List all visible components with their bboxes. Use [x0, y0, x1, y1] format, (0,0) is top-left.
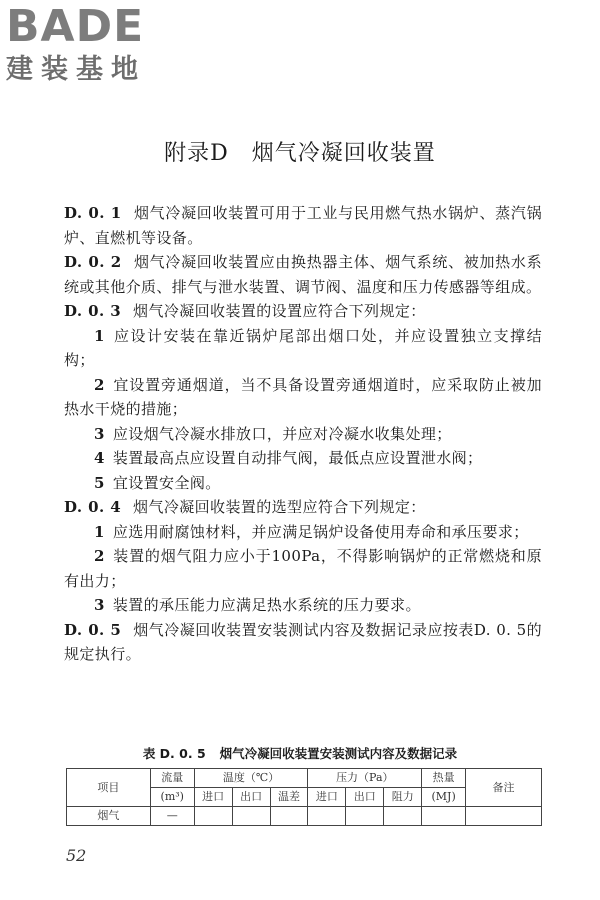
header-pressure-outlet: 出口 [346, 788, 384, 807]
clause-d03-item-2: 2 宜设置旁通烟道，当不具备设置旁通烟道时，应采取防止被加热水干烧的措施； [64, 375, 542, 418]
record-table [66, 768, 542, 826]
header-pressure-inlet: 进口 [308, 788, 346, 807]
row-cell [270, 807, 308, 826]
table-caption [0, 744, 600, 762]
table-header-row [67, 769, 542, 788]
header-remark: 备注 [466, 769, 542, 807]
row-flow: — [150, 807, 194, 826]
row-cell [346, 807, 384, 826]
row-cell [384, 807, 422, 826]
clause-d04-item-2: 2 装置的烟气阻力应小于100Pa，不得影响锅炉的正常燃烧和原有出力； [64, 547, 542, 590]
clause-d04-item-3: 3 装置的承压能力应满足热水系统的压力要求。 [94, 596, 421, 614]
header-temp-inlet: 进口 [194, 788, 232, 807]
row-item: 烟气 [67, 807, 151, 826]
table-caption-title: 烟气冷凝回收装置安装测试内容及数据记录 [219, 746, 458, 761]
table-row [67, 807, 542, 826]
page-number: 52 [66, 846, 87, 865]
header-flow-unit: (m³) [150, 788, 194, 807]
clause-d04: D. 0. 4 烟气冷凝回收装置的选型应符合下列规定： [64, 498, 426, 516]
header-pressure: 压力（Pa） [308, 769, 422, 788]
header-pressure-resistance: 阻力 [384, 788, 422, 807]
header-flow: 流量 [150, 769, 194, 788]
logo-subtitle: 建装基地 [6, 54, 146, 85]
clause-d03-item-1: 1 应设计安装在靠近锅炉尾部出烟口处，并应设置独立支撑结构； [64, 326, 542, 369]
row-cell [422, 807, 466, 826]
clause-d04-item-1: 1 应选用耐腐蚀材料，并应满足锅炉设备使用寿命和承压要求； [94, 522, 529, 541]
row-cell [194, 807, 232, 826]
clause-d01: D. 0. 1 烟气冷凝回收装置可用于工业与民用燃气热水锅炉、蒸汽锅炉、直燃机等设备。 [64, 204, 542, 247]
row-cell [232, 807, 270, 826]
row-cell [466, 807, 542, 826]
clause-d03-item-3: 3 应设烟气冷凝水排放口，并应对冷凝水收集处理； [94, 424, 452, 443]
clause-d03: D. 0. 3 烟气冷凝回收装置的设置应符合下列规定： [64, 302, 426, 320]
table-caption-number: 表 D. 0. 5 [142, 746, 206, 761]
appendix-body [64, 201, 542, 667]
header-item: 项目 [67, 769, 151, 807]
row-cell [308, 807, 346, 826]
header-temp-diff: 温差 [270, 788, 308, 807]
page-title: 附录D 烟气冷凝回收装置 [164, 141, 436, 166]
header-heat: 热量 [422, 769, 466, 788]
clause-d05: D. 0. 5 烟气冷凝回收装置安装测试内容及数据记录应按表D. 0. 5的规定执行。 [64, 620, 542, 663]
clause-d03-item-4: 4 装置最高点应设置自动排气阀，最低点应设置泄水阀； [94, 449, 483, 467]
clause-d03-item-5: 5 宜设置安全阀。 [94, 473, 221, 492]
header-temp-outlet: 出口 [232, 788, 270, 807]
logo-mark: BADE [6, 1, 145, 52]
logo [6, 2, 181, 86]
clause-d02: D. 0. 2 烟气冷凝回收装置应由换热器主体、烟气系统、被加热水系统或其他介质、排气与泄水装置、调节阀、温度和压力传感器等组成。 [64, 253, 542, 296]
header-temperature: 温度（℃） [194, 769, 308, 788]
header-heat-unit: (MJ) [422, 788, 466, 807]
